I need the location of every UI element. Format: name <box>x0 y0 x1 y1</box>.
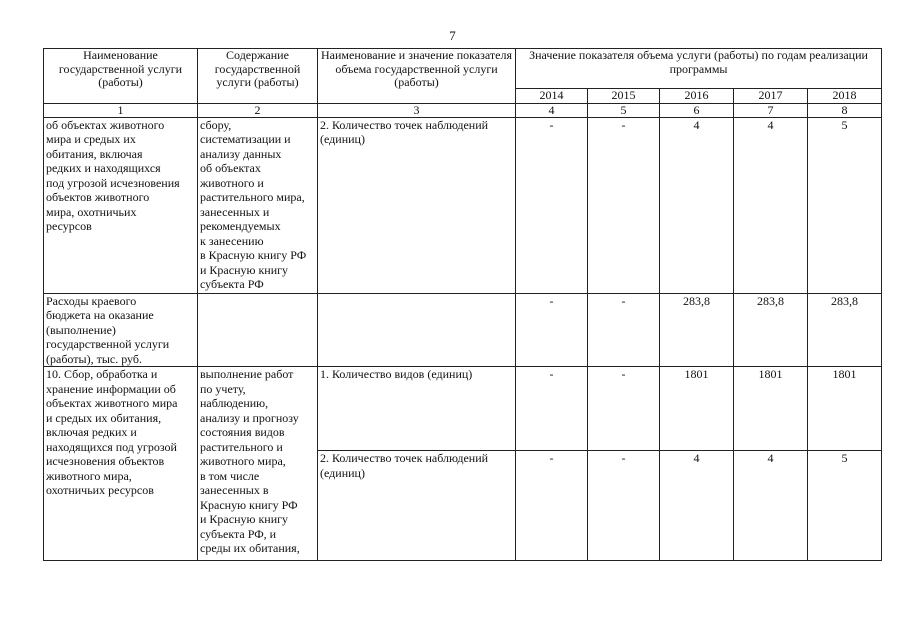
table-row <box>44 367 882 451</box>
value-2017: 4 <box>734 451 808 561</box>
indicator-cell: 2. Количество точек наблюдений (единиц) <box>318 117 516 293</box>
value-2016: 4 <box>660 451 734 561</box>
value-2017: 283,8 <box>734 293 808 367</box>
table-row <box>44 117 882 293</box>
value-2018: 1801 <box>808 367 882 451</box>
value-2016: 1801 <box>660 367 734 451</box>
column-number: 1 <box>44 103 198 117</box>
service-content-cell <box>198 293 318 367</box>
value-2017: 4 <box>734 117 808 293</box>
column-number: 5 <box>588 103 660 117</box>
page-number: 7 <box>449 28 456 43</box>
table-row <box>44 293 882 367</box>
header-service-content: Содержание государственной услуги (работы) <box>198 49 318 104</box>
service-volume-table <box>43 48 882 561</box>
column-number: 7 <box>734 103 808 117</box>
service-content-cell: выполнение работ по учету, наблюдению, анализу и прогнозу состояния видов растительного и животного мира, в том числе занесенных в Красную книгу РФ и Красную книгу субъекта РФ, и среды их обитания, <box>198 367 318 561</box>
value-2015: - <box>588 117 660 293</box>
header-year-2016: 2016 <box>660 89 734 104</box>
value-2018: 5 <box>808 117 882 293</box>
header-indicator: Наименование и значение показателя объема государственной услуги (работы) <box>318 49 516 104</box>
service-name-cell: Расходы краевого бюджета на оказание (выполнение) государственной услуги (работы), тыс. руб. <box>44 293 198 367</box>
indicator-cell <box>318 293 516 367</box>
service-name-cell: об объектах животного мира и средых их обитания, включая редких и находящихся под угрозой исчезновения объектов животного мира, охотничьих ресурсов <box>44 117 198 293</box>
column-number: 2 <box>198 103 318 117</box>
header-year-2015: 2015 <box>588 89 660 104</box>
value-2018: 283,8 <box>808 293 882 367</box>
column-numbers-row <box>44 103 882 117</box>
column-number: 6 <box>660 103 734 117</box>
value-2015: - <box>588 451 660 561</box>
header-service-name: Наименование государственной услуги (работы) <box>44 49 198 104</box>
value-2017: 1801 <box>734 367 808 451</box>
value-2015: - <box>588 293 660 367</box>
value-2014: - <box>516 451 588 561</box>
value-2014: - <box>516 293 588 367</box>
value-2014: - <box>516 117 588 293</box>
column-number: 8 <box>808 103 882 117</box>
header-year-2014: 2014 <box>516 89 588 104</box>
header-years-group: Значение показателя объема услуги (работы) по годам реализации программы <box>516 49 882 89</box>
value-2018: 5 <box>808 451 882 561</box>
column-number: 4 <box>516 103 588 117</box>
header-year-2017: 2017 <box>734 89 808 104</box>
service-name-cell: 10. Сбор, обработка и хранение информации об объектах животного мира и средых их обитания, включая редких и находящихся под угрозой исчезновения объектов животного мира, охотничьих ресурсов <box>44 367 198 561</box>
value-2014: - <box>516 367 588 451</box>
indicator-cell: 2. Количество точек наблюдений (единиц) <box>318 451 516 561</box>
value-2015: - <box>588 367 660 451</box>
header-year-2018: 2018 <box>808 89 882 104</box>
value-2016: 4 <box>660 117 734 293</box>
column-number: 3 <box>318 103 516 117</box>
indicator-cell: 1. Количество видов (единиц) <box>318 367 516 451</box>
service-content-cell: сбору, систематизации и анализу данных об объектах животного и растительного мира, занесенных и рекомендуемых к занесению в Красную книгу РФ и Красную книгу субъекта РФ <box>198 117 318 293</box>
value-2016: 283,8 <box>660 293 734 367</box>
